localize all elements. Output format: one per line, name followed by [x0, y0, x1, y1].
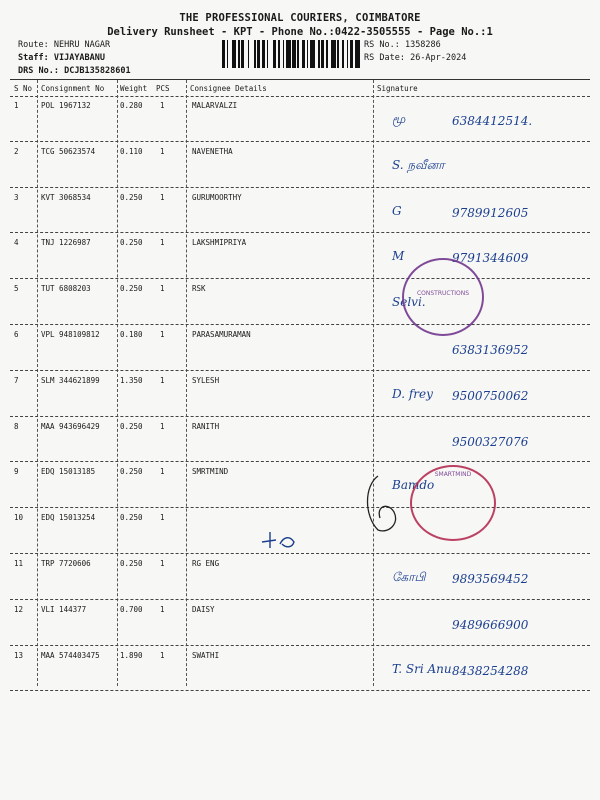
table-row: [0, 600, 600, 645]
cell-sno: 11: [14, 559, 24, 568]
runsheet-title: Delivery Runsheet - KPT - Phone No.:0422-3505555 - Page No.:1: [107, 26, 493, 38]
cell-weight: 0.250: [120, 467, 143, 477]
col-header-pcs: PCS: [156, 84, 170, 93]
cell-weight: 1.350: [120, 375, 143, 385]
signature-phone: 6384412514.: [452, 114, 533, 128]
cell-weight: 0.250: [120, 421, 143, 431]
cell-consignment: MAA 943696429: [41, 421, 100, 431]
handwritten-mark: [258, 528, 304, 550]
cell-weight: 0.250: [120, 559, 143, 568]
cell-consignment: MAA 574403475: [41, 650, 100, 660]
handwritten-signature-scribble: [358, 470, 418, 540]
cell-weight: 0.180: [120, 330, 143, 339]
signature-name: S. நவீனா: [392, 157, 445, 172]
cell-consignment: EDQ 15013185: [41, 467, 96, 477]
cell-weight: 0.250: [120, 284, 143, 294]
cell-pcs: 1: [160, 513, 165, 523]
rs-no-line: RS No.: 1358286: [364, 40, 441, 50]
table-row: [0, 554, 600, 599]
table-row: [0, 188, 600, 233]
drs-value: DCJB135828601: [64, 66, 131, 76]
cell-weight: 0.250: [120, 238, 143, 248]
cell-consignment: VLI 144377: [41, 604, 87, 614]
cell-consignment: TCG 50623574: [41, 146, 96, 156]
cell-pcs: 1: [160, 604, 165, 614]
cell-pcs: 1: [160, 650, 165, 660]
company-stamp: [402, 258, 484, 336]
cell-pcs: 1: [160, 284, 165, 294]
cell-pcs: 1: [160, 421, 165, 431]
cell-consignment: TNJ 1226987: [41, 238, 91, 248]
cell-consignee: SYLESH: [192, 375, 220, 385]
cell-weight: 0.700: [120, 604, 143, 614]
cell-consignment: EDQ 15013254: [41, 513, 96, 523]
cell-pcs: 1: [160, 467, 165, 477]
cell-consignee: RG ENG: [192, 559, 220, 568]
cell-sno: 5: [14, 284, 19, 294]
table-top-rule: [10, 79, 590, 80]
table-row: [0, 142, 600, 187]
cell-weight: 1.890: [120, 650, 143, 660]
cell-consignee: RANITH: [192, 421, 220, 431]
cell-consignee: GURUMOORTHY: [192, 192, 242, 202]
cell-sno: 8: [14, 421, 19, 431]
cell-pcs: 1: [160, 559, 165, 568]
cell-pcs: 1: [160, 192, 165, 202]
table-row: [0, 96, 600, 141]
company-name: THE PROFESSIONAL COURIERS, COIMBATORE: [179, 12, 421, 24]
cell-sno: 6: [14, 330, 19, 339]
row-divider: [10, 690, 590, 691]
signature-name: Selvi.: [392, 295, 426, 310]
cell-consignee: NAVENETHA: [192, 146, 233, 156]
cell-sno: 10: [14, 513, 24, 523]
cell-consignee: RSK: [192, 284, 206, 294]
signature-phone: 9893569452: [452, 572, 529, 586]
signature-name: T. Sri Anu: [392, 661, 452, 676]
signature-phone: 9489666900: [452, 617, 529, 632]
cell-sno: 9: [14, 467, 19, 477]
cell-sno: 2: [14, 146, 19, 156]
signature-phone: 9791344609: [452, 251, 529, 266]
cell-consignment: SLM 344621899: [41, 375, 100, 385]
cell-consignment: TUT 6808203: [41, 284, 91, 294]
route-value: NEHRU NAGAR: [53, 40, 111, 50]
cell-sno: 13: [14, 650, 24, 660]
col-header-weight: Weight: [120, 84, 148, 93]
route-line: Route: NEHRU NAGAR: [18, 40, 111, 50]
table-row: [0, 325, 600, 370]
cell-consignment: POL 1967132: [41, 101, 91, 110]
cell-weight: 0.250: [120, 192, 143, 202]
staff-value: VIJAYABANU: [53, 53, 106, 63]
signature-phone: 8438254288: [452, 663, 529, 678]
rs-no-value: 1358286: [404, 40, 441, 50]
cell-pcs: 1: [160, 375, 165, 385]
rs-date-line: RS Date: 26-Apr-2024: [364, 53, 467, 63]
cell-sno: 12: [14, 604, 24, 614]
signature-name: D. frey: [392, 386, 433, 401]
cell-consignee: LAKSHMIPRIYA: [192, 238, 247, 248]
col-header-consignment: Consignment No: [41, 84, 105, 93]
stamp-text: SMARTMIND: [434, 471, 472, 478]
cell-pcs: 1: [160, 238, 165, 248]
cell-consignment: TRP 7720606: [41, 559, 91, 568]
stamp-text: CONSTRUCTIONS: [416, 290, 470, 297]
cell-sno: 3: [14, 192, 19, 202]
table-row: [0, 646, 600, 691]
document-header: [0, 12, 600, 38]
cell-sno: 4: [14, 238, 19, 248]
table-row: [0, 462, 600, 507]
col-header-consignee: Consignee Details: [190, 84, 267, 93]
signature-name: M: [392, 249, 405, 264]
table-row: [0, 417, 600, 462]
signature-name: கோபி: [392, 570, 426, 584]
cell-pcs: 1: [160, 101, 165, 110]
cell-consignment: KVT 3068534: [41, 192, 91, 202]
company-stamp-red: [410, 465, 496, 541]
signature-phone: 9500327076: [452, 434, 529, 449]
cell-sno: 7: [14, 375, 19, 385]
cell-pcs: 1: [160, 146, 165, 156]
cell-consignee: SWATHI: [192, 650, 220, 660]
table-row: [0, 233, 600, 278]
barcode-bar: [355, 40, 360, 68]
cell-consignee: PARASAMURAMAN: [192, 330, 251, 339]
cell-weight: 0.250: [120, 513, 143, 523]
signature-phone: 6383136952: [452, 343, 529, 357]
col-header-signature: Signature: [377, 84, 418, 93]
table-row: [0, 371, 600, 416]
rs-date-value: 26-Apr-2024: [410, 53, 467, 63]
barcode: [222, 40, 360, 68]
signature-name: Bamdo: [392, 478, 435, 493]
cell-consignee: MALARVALZI: [192, 101, 238, 110]
cell-consignee: DAISY: [192, 604, 215, 614]
cell-weight: 0.110: [120, 146, 143, 156]
signature-name: G: [392, 203, 402, 218]
signature-phone: 9500750062: [452, 388, 529, 403]
table-row: [0, 279, 600, 324]
signature-phone: 9789912605: [452, 205, 529, 220]
signature-name: மூ: [392, 112, 406, 126]
col-header-sno: S No: [14, 84, 33, 93]
drs-line: DRS No.: DCJB135828601: [18, 66, 131, 76]
cell-consignment: VPL 948109812: [41, 330, 100, 339]
cell-weight: 0.280: [120, 101, 143, 110]
staff-line: Staff: VIJAYABANU: [18, 53, 106, 63]
cell-sno: 1: [14, 101, 19, 110]
cell-consignee: SMRTMIND: [192, 467, 229, 477]
cell-pcs: 1: [160, 330, 165, 339]
